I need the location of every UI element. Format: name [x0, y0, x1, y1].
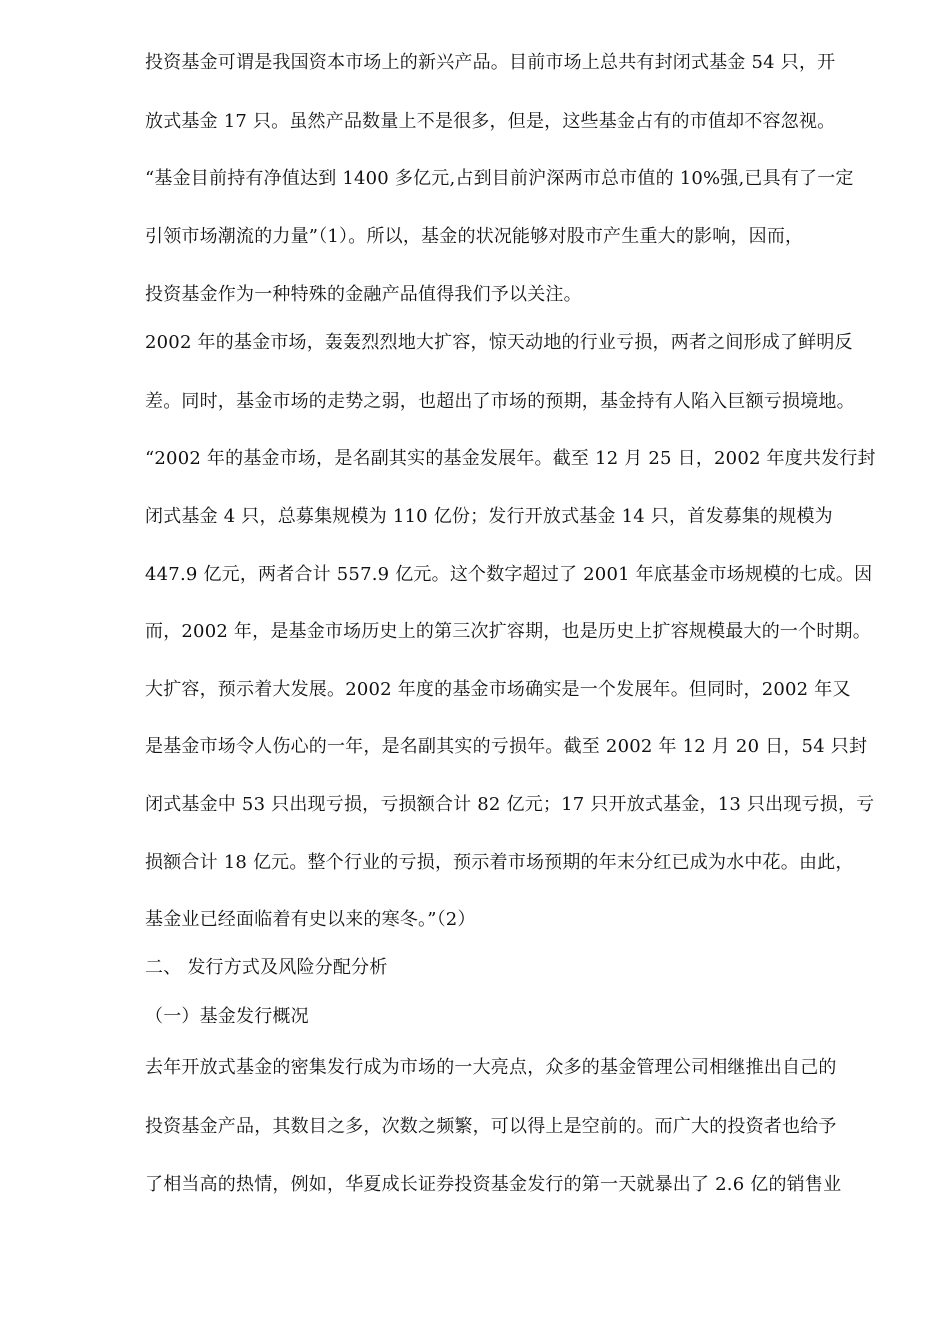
text-line: 去年开放式基金的密集发行成为市场的一大亮点，众多的基金管理公司相继推出自己的 [145, 1057, 837, 1078]
text-line: 放式基金 17 只。虽然产品数量上不是很多，但是，这些基金占有的市值却不容忽视。 [145, 111, 836, 132]
text-line: 447.9 亿元，两者合计 557.9 亿元。这个数字超过了 2001 年底基金市场规模的七成。因 [145, 564, 873, 585]
text-line: 而，2002 年，是基金市场历史上的第三次扩容期，也是历史上扩容规模最大的一个时期。 [145, 621, 871, 642]
text-line: 闭式基金 4 只，总募集规模为 110 亿份；发行开放式基金 14 只，首发募集的规模为 [145, 506, 833, 527]
section-heading: 二、 发行方式及风险分配分析 [145, 957, 388, 978]
text-line: 损额合计 18 亿元。整个行业的亏损，预示着市场预期的年末分红已成为水中花。由此， [145, 852, 854, 873]
text-line: 是基金市场令人伤心的一年，是名副其实的亏损年。截至 2002 年 12 月 20 日，54 只封 [145, 736, 868, 757]
subsection-heading: （一）基金发行概况 [145, 1006, 309, 1027]
text-line: 基金业已经面临着有史以来的寒冬。”（2） [145, 909, 476, 930]
text-line: 投资基金产品，其数目之多，次数之频繁，可以得上是空前的。而广大的投资者也给予 [145, 1116, 837, 1137]
text-line: 大扩容，预示着大发展。2002 年度的基金市场确实是一个发展年。但同时，2002 年又 [145, 679, 851, 700]
text-line: 投资基金作为一种特殊的金融产品值得我们予以关注。 [145, 284, 582, 305]
text-line: “2002 年的基金市场，是名副其实的基金发展年。截至 12 月 25 日，2002 年度共发行封 [145, 448, 876, 469]
text-line: 差。同时，基金市场的走势之弱，也超出了市场的预期，基金持有人陷入巨额亏损境地。 [145, 391, 855, 412]
text-line: 2002 年的基金市场，轰轰烈烈地大扩容，惊天动地的行业亏损，两者之间形成了鲜明反 [145, 332, 853, 353]
text-line: “基金目前持有净值达到 1400 多亿元,占到目前沪深两市总市值的 10%强,已具有了一定 [145, 168, 854, 189]
text-line: 闭式基金中 53 只出现亏损，亏损额合计 82 亿元；17 只开放式基金，13 只出现亏损，亏 [145, 794, 875, 815]
text-line: 投资基金可谓是我国资本市场上的新兴产品。目前市场上总共有封闭式基金 54 只，开 [145, 52, 836, 73]
text-line: 引领市场潮流的力量”（1）。所以，基金的状况能够对股市产生重大的影响，因而， [145, 226, 804, 247]
text-line: 了相当高的热情，例如，华夏成长证券投资基金发行的第一天就暴出了 2.6 亿的销售业 [145, 1174, 842, 1195]
